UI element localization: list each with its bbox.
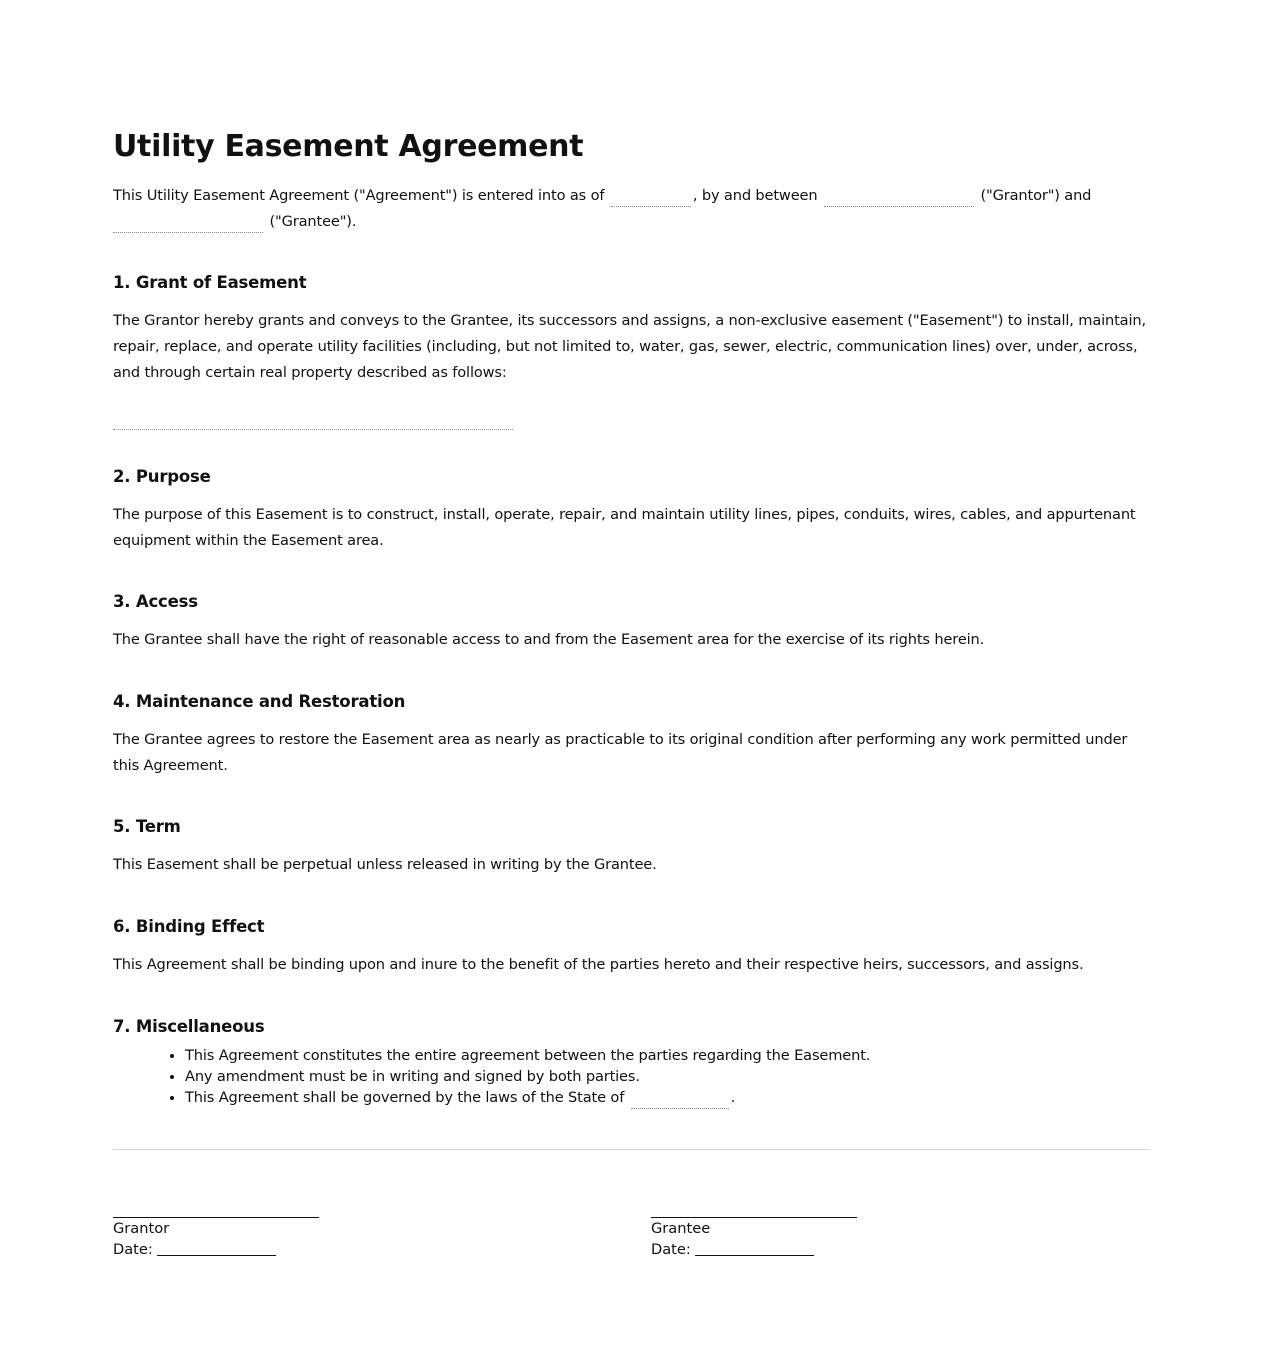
grantee-signature-line[interactable] (651, 1200, 857, 1218)
section-term (113, 817, 1150, 878)
grantor-date-line[interactable] (157, 1240, 276, 1256)
grantee-date-line[interactable] (695, 1240, 814, 1256)
grantee-signature-block (651, 1200, 857, 1260)
list-item (185, 1087, 1150, 1109)
section-heading: 6. Binding Effect (113, 917, 265, 936)
list-item: • Any amendment must be in writing and signed by both parties. (185, 1066, 1150, 1087)
grantor-date-label: Date: (113, 1241, 153, 1258)
section-heading: 3. Access (113, 592, 198, 611)
section-maintenance-restoration (113, 692, 1150, 779)
section-heading: 2. Purpose (113, 467, 211, 486)
grantor-label: Grantor (113, 1220, 170, 1237)
grantee-label: Grantee (651, 1220, 711, 1237)
section-grant-of-easement (113, 273, 1150, 430)
intro-text-2: , by and between (692, 187, 818, 204)
section-binding-effect (113, 917, 1150, 978)
grantor-signature-line[interactable] (113, 1200, 319, 1218)
section-miscellaneous (113, 1017, 1150, 1109)
section-heading: 5. Term (113, 817, 181, 836)
section-heading: 7. Miscellaneous (113, 1017, 265, 1036)
section-heading: 4. Maintenance and Restoration (113, 692, 406, 711)
list-item-text: This Agreement shall be governed by the laws of the State of (185, 1089, 625, 1106)
list-item-suffix: . (730, 1089, 736, 1106)
section-heading: 1. Grant of Easement (113, 273, 307, 292)
intro-text-3: ("Grantor") and (980, 187, 1092, 204)
intro-text-1: This Utility Easement Agreement ("Agreement") is entered into as of (113, 187, 605, 204)
section-body: The purpose of this Easement is to construct, install, operate, repair, and maintain utility lines, pipes, conduits, wires, cables, and appurtenant equipment within the Easement area. (113, 506, 1136, 549)
intro-text-4: ("Grantee"). (269, 213, 357, 230)
divider (113, 1149, 1150, 1150)
section-purpose (113, 467, 1150, 554)
grantee-date-label: Date: (651, 1241, 691, 1258)
section-body: The Grantee shall have the right of reasonable access to and from the Easement area for the exercise of its rights herein. (113, 631, 985, 648)
section-body: This Agreement shall be binding upon and inure to the benefit of the parties hereto and their respective heirs, successors, and assigns. (113, 956, 1084, 973)
grantor-name-field[interactable] (824, 188, 974, 207)
section-access (113, 592, 1150, 653)
section-body: The Grantee agrees to restore the Easement area as nearly as practicable to its original condition after performing any work permitted under this Agreement. (113, 731, 1128, 774)
grantor-signature-block (113, 1200, 319, 1260)
page-title: Utility Easement Agreement (113, 129, 584, 164)
miscellaneous-list (113, 1045, 1150, 1109)
property-description-field[interactable] (113, 428, 513, 430)
effective-date-field[interactable] (611, 188, 691, 207)
list-item: • This Agreement constitutes the entire agreement between the parties regarding the Easement. (185, 1045, 1150, 1066)
grantee-date-row (651, 1239, 857, 1260)
grantor-date-row (113, 1239, 319, 1260)
section-body: The Grantor hereby grants and conveys to the Grantee, its successors and assigns, a non-exclusive easement ("Easement") to install, maintain, repair, replace, and operate utility facilities (including, but not limited to, water, gas, sewer, electric, communication lines) over, under, across, and through certain real property described as follows: (113, 312, 1146, 381)
section-body: This Easement shall be perpetual unless released in writing by the Grantee. (113, 856, 657, 873)
grantee-name-field[interactable] (113, 214, 263, 233)
intro-paragraph (113, 183, 1113, 235)
governing-state-field[interactable] (631, 1090, 729, 1109)
